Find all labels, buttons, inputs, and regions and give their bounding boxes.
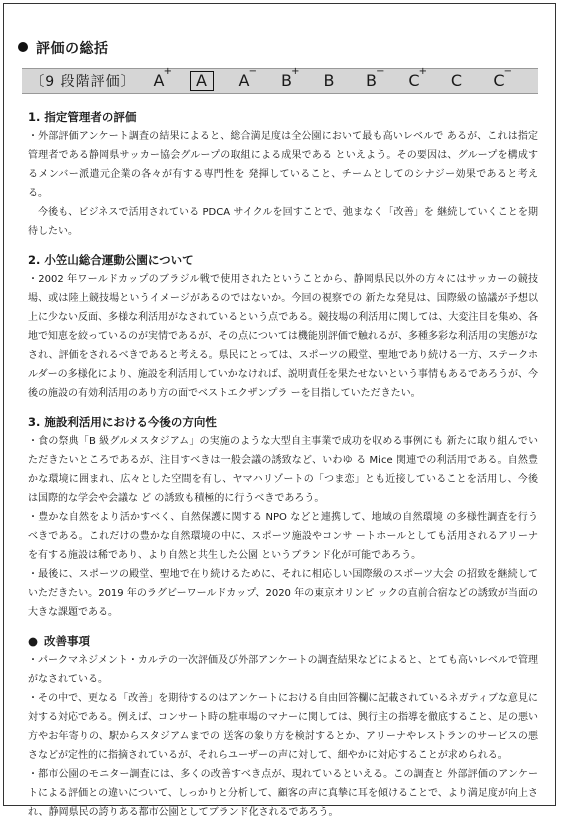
grade-letter: B — [281, 71, 292, 90]
section-paragraph: ・パークマネジメント・カルテの一次評価及び外部アンケートの調査結果などによると、とても高いレベルで管理がなされている。 — [28, 655, 538, 685]
section-title-text: 評価の総括 — [36, 41, 109, 57]
grade-letter: C — [450, 71, 463, 90]
section-paragraph: ・外部評価アンケート調査の結果によると、総合満足度は全公園において最も高いレベルで あるが、これは指定管理者である静岡県サッカー協会グループの取組による成果である といえよう。その要因は、グループを構成するメンバー派遣元企業の各々が有する専門性を 発揮していること、チームとしてのシナジー効果であると考える。 — [28, 131, 538, 199]
section-heading: 2. 小笠山総合運動公園について — [28, 253, 194, 267]
section-heading: 3. 施設利活用における今後の方向性 — [28, 415, 217, 429]
section-paragraph: ・その中で、更なる「改善」を期待するのはアンケートにおける自由回答欄に記載されているネガティブな意見に対する対応である。例えば、コンサート時の駐車場のマナーに関しては、興行主の指導を徹底すること、足の悪い方やお年寄りの、駅からスタジアムまでの 送客の象り方を検討するとか、アリーナやレストランのサービスの悪さなどが定性的に指摘されているが、それらユーザーの声に対して、細やかに対応することが求められる。 — [28, 693, 538, 761]
grade-modifier: − — [248, 66, 257, 77]
section-paragraph: ・食の祭典「B 級グルメスタジアム」の実施のような大型自主事業で成功を収める事例にも 新たに取り組んでいただきたいところであるが、注目すべきは一般会議の誘致など、いわゆ る Mice 関連での利活用である。自然豊かな環境に囲まれ、広々とした空間を有し、ヤマハリゾートの「つま恋」とも近接していることを活用し、今後は国際的な学会や会議な ど の誘致も積極的に行うべきであろう。 — [28, 436, 538, 504]
grade-modifier: + — [418, 66, 427, 77]
grade-item — [229, 66, 259, 91]
grade-letter: C — [408, 71, 420, 90]
evaluation-body — [28, 107, 538, 822]
grade-letter: C — [493, 71, 505, 90]
grade-item — [399, 66, 429, 91]
grade-item — [442, 71, 472, 91]
grade-letter: A — [238, 71, 250, 90]
section-heading: ● 改善事項 — [28, 631, 538, 651]
grade-item — [144, 66, 174, 91]
grade-letter: A — [153, 71, 165, 90]
grade-letter: A — [190, 71, 214, 91]
grade-bar — [22, 68, 538, 94]
grade-letter: B — [366, 71, 377, 90]
grade-selected — [187, 71, 217, 91]
grade-modifier: − — [503, 66, 512, 77]
section-paragraph: 今後も、ビジネスで活用されている PDCA サイクルを回すことで、弛まなく「改善」を 継続していくことを期待したい。 — [28, 207, 538, 237]
grade-scale-label: 〔9 段階評価〕 — [30, 74, 136, 90]
grade-item — [272, 66, 302, 91]
grade-modifier: + — [163, 66, 172, 77]
section-paragraph: ・2002 年ワールドカップのブラジル戦で使用されたということから、静岡県民以外の方々にはサッカーの競技場、或は陸上競技場というイメージがあるのではないか。今回の視察での 新たな発見は、国際級の協議が予想以上に少ない反面、多様な利活用がなされているという点である。競技場の利活用に関しては、大変注目を集め、各地で知恵を絞っているのが実情であるが、その点については機能別評価で触れるが、多種多彩な利活用の実態がなされ、評価をされるべきであると考える。県民にとっては、スポーツの殿堂、聖地であり続ける一方、ステークホルダーの多様化により、施設を利活用していかなければ、説明責任を果たせないという事情もあるであろうが、今後の施設の有効利活用のあり方の面でベストエクザンプラ ーを目指していただきたい。 — [28, 274, 538, 399]
grade-list — [144, 66, 538, 91]
bullet-icon — [18, 42, 28, 52]
grade-item — [357, 66, 387, 91]
section-heading: 1. 指定管理者の評価 — [28, 110, 137, 124]
grade-letter: B — [323, 71, 335, 90]
grade-modifier: + — [291, 66, 300, 77]
grade-item — [314, 71, 344, 91]
section-paragraph: ・豊かな自然をより活かすべく、自然保護に関する NPO などと連携して、地域の自然環境 の多様性調査を行うべきである。これだけの豊かな自然環境の中に、スポーツ施設やコンサ ートホールとしても活用されるアリーナを有する施設は稀であり、より自然と共生した公園 というブランド化が可能であろう。 — [28, 512, 538, 561]
section-paragraph: ・都市公園のモニター調査には、多くの改善すべき点が、現れているといえる。この調査と 外部評価のアンケートによる評価との違いについて、しっかりと分析して、顧客の声に真摯に耳を傾けることで、より満足度が向上され、静岡県民の誇りある都市公園としてブランド化されるであろう。 — [28, 769, 538, 818]
section-paragraph: ・最後に、スポーツの殿堂、聖地で在り続けるために、それに相応しい国際級のスポーツ大会 の招致を継続していただきたい。2019 年のラグビーワールドカップ、2020 年の東京オリンピ ックの直前合宿などの誘致が当面の大きな課題である。 — [28, 569, 538, 618]
grade-modifier: − — [376, 66, 385, 77]
section-title — [18, 38, 109, 58]
grade-item — [484, 66, 514, 91]
